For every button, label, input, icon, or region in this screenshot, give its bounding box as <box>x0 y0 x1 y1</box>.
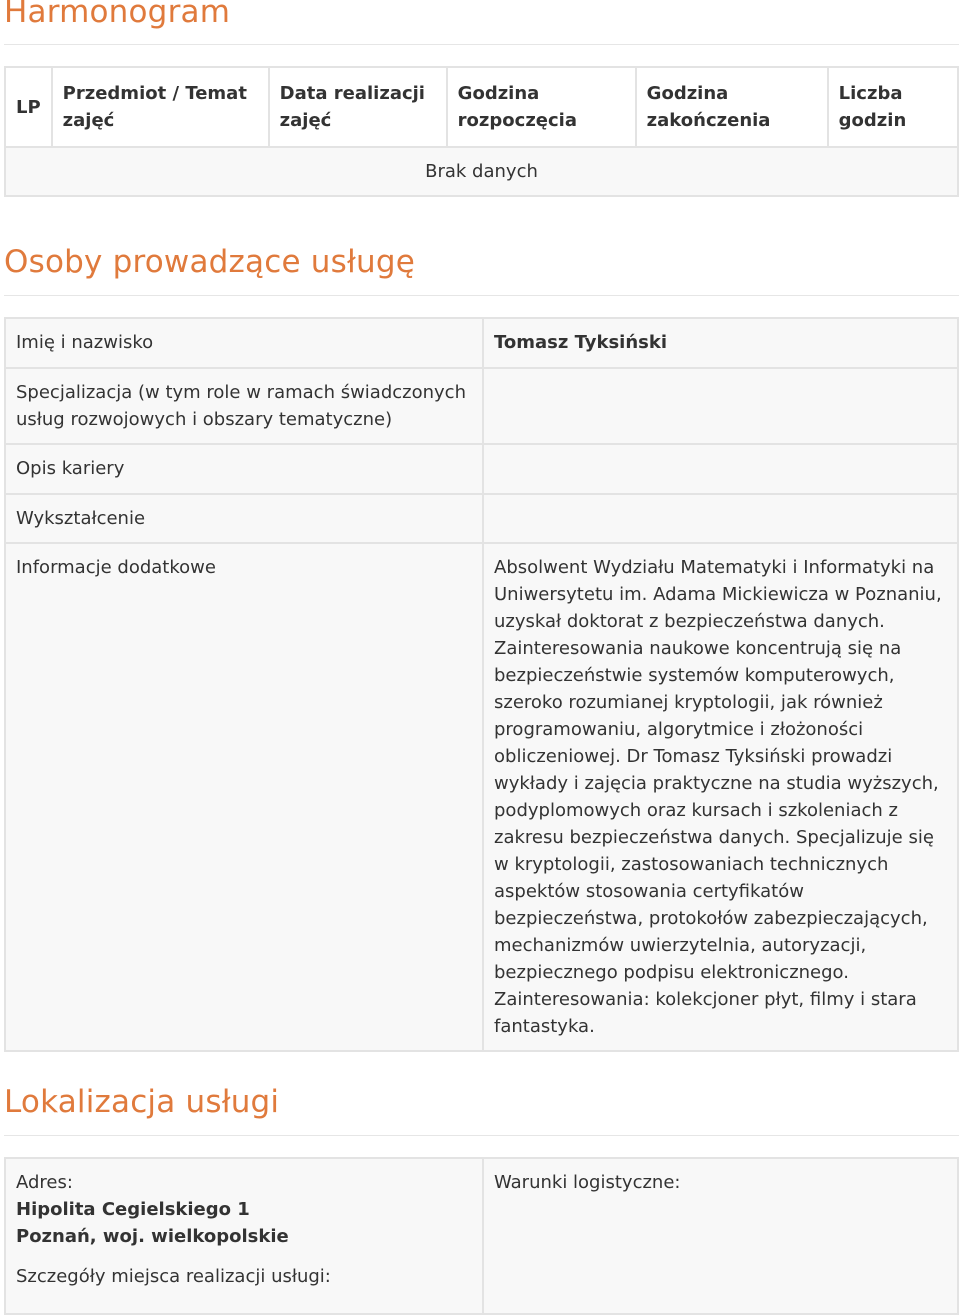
trainer-row-additional <box>5 543 958 1051</box>
trainer-name-value: Tomasz Tyksiński <box>483 318 958 368</box>
address-spacer <box>16 1250 472 1263</box>
trainer-row-specialization <box>5 368 958 444</box>
col-header-date: Data realizacji zajęć <box>269 67 447 147</box>
location-table <box>4 1157 959 1315</box>
col-header-subject: Przedmiot / Temat zajęć <box>52 67 269 147</box>
address-city: Poznań, woj. wielkopolskie <box>16 1226 289 1247</box>
logistics-label: Warunki logistyczne: <box>494 1172 681 1193</box>
trainer-specialization-label: Specjalizacja (w tym role w ramach świadczonych usług rozwojowych i obszary tematyczne) <box>5 368 483 444</box>
trainer-career-label: Opis kariery <box>5 444 483 494</box>
trainer-education-value <box>483 494 958 543</box>
address-label: Adres: <box>16 1172 73 1193</box>
trainer-name-label: Imię i nazwisko <box>5 318 483 368</box>
details-label: Szczegóły miejsca realizacji usługi: <box>16 1266 331 1287</box>
location-row <box>5 1158 958 1314</box>
trainer-education-label: Wykształcenie <box>5 494 483 543</box>
schedule-empty-row <box>5 147 958 196</box>
schedule-table <box>4 66 959 197</box>
schedule-empty-text: Brak danych <box>5 147 958 196</box>
schedule-header-row <box>5 67 958 147</box>
address-street: Hipolita Cegielskiego 1 <box>16 1199 250 1220</box>
trainer-row-career <box>5 444 958 494</box>
trainer-row-name <box>5 318 958 368</box>
trainer-additional-label: Informacje dodatkowe <box>5 543 483 1051</box>
trainers-table <box>4 317 959 1052</box>
schedule-section-title: Harmonogram <box>4 0 231 30</box>
col-header-end: Godzina zakończenia <box>636 67 828 147</box>
col-header-lp: LP <box>5 67 52 147</box>
location-logistics-cell <box>483 1158 958 1314</box>
col-header-start: Godzina rozpoczęcia <box>447 67 636 147</box>
trainer-career-value <box>483 444 958 494</box>
trainer-specialization-value <box>483 368 958 444</box>
location-address-cell <box>5 1158 483 1314</box>
schedule-divider <box>4 44 959 45</box>
trainer-row-education <box>5 494 958 543</box>
col-header-hours: Liczba godzin <box>828 67 958 147</box>
location-divider <box>4 1135 959 1136</box>
trainer-additional-value: Absolwent Wydziału Matematyki i Informatyki na Uniwersytetu im. Adama Mickiewicza w Poznaniu, uzyskał doktorat z bezpieczeństwa danych. Zainteresowania naukowe koncentrują się na bezpieczeństwie systemów komputerowych, szeroko rozumianej kryptologii, jak również programowaniu, algorytmice i złożoności obliczeniowej. Dr Tomasz Tyksiński prowadzi wykłady i zajęcia praktyczne na studia wyższych, podyplomowych oraz kursach i szkoleniach z zakresu bezpieczeństwa danych. Specjalizuje się w kryptologii, zastosowaniach technicznych aspektów stosowania certyfikatów bezpieczeństwa, protokołów zabezpieczających, mechanizmów uwierzytelnia, autoryzacji, bezpiecznego podpisu elektronicznego. Zainteresowania: kolekcjoner płyt, filmy i stara fantastyka. <box>483 543 958 1051</box>
location-section-title: Lokalizacja usługi <box>4 1084 280 1120</box>
trainers-divider <box>4 295 959 296</box>
trainers-section-title: Osoby prowadzące usługę <box>4 244 415 280</box>
